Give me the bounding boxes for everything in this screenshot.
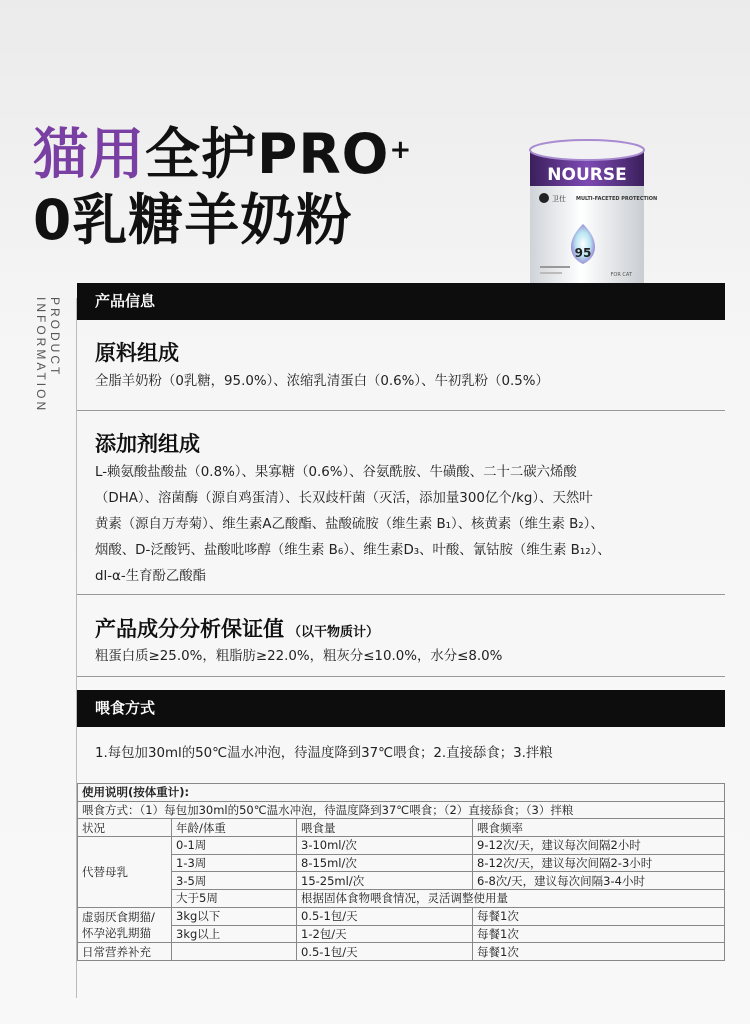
table-cell: 3-5周 [172, 872, 297, 890]
condition-line: 怀孕泌乳期猫 [82, 926, 151, 940]
table-cell-condition [78, 907, 172, 942]
table-cell: 3kg以上 [172, 925, 297, 943]
table-header-row [78, 819, 725, 837]
raw-materials-heading: 原料组成 [95, 341, 179, 365]
table-row [78, 925, 725, 943]
table-cell: 8-15ml/次 [297, 854, 473, 872]
table-cell: 3kg以下 [172, 907, 297, 925]
feeding-method-text: 1.每包加30ml的50℃温水冲泡，待温度降到37℃喂食；2.直接舔食；3.拌粮 [95, 746, 553, 761]
raw-materials-text: 全脂羊奶粉（0乳糖，95.0%）、浓缩乳清蛋白（0.6%）、牛初乳粉（0.5%） [95, 374, 549, 389]
table-header: 状况 [78, 819, 172, 837]
table-row [78, 907, 725, 925]
analysis-note: （以干物质计） [288, 625, 380, 640]
can-for-cat: FOR CAT [610, 272, 632, 278]
table-cell: 1-3周 [172, 854, 297, 872]
table-row [78, 801, 725, 819]
analysis-text: 粗蛋白质≥25.0%，粗脂肪≥22.0%，粗灰分≤10.0%，水分≤8.0% [95, 649, 503, 664]
additives-heading: 添加剂组成 [95, 432, 200, 456]
additives-line: L-赖氨酸盐酸盐（0.8%）、果寡糖（0.6%）、谷氨酰胺、牛磺酸、二十二碳六烯酸 [95, 465, 577, 480]
table-cell: 大于5周 [172, 890, 297, 908]
can-brand-text: NOURSE [547, 165, 627, 185]
can-sublabel: MULTI-FACETED PROTECTION [576, 196, 658, 202]
table-row [78, 872, 725, 890]
table-row [78, 837, 725, 855]
product-can-image [528, 138, 658, 304]
table-cell: 8-12次/天，建议每次间隔2-3小时 [473, 854, 725, 872]
table-cell: 0-1周 [172, 837, 297, 855]
table-cell: 每餐1次 [473, 925, 725, 943]
table-header: 年龄/体重 [172, 819, 297, 837]
title-main: 全护PRO [145, 122, 390, 186]
product-info-bar: 产品信息 [77, 283, 725, 320]
table-cell-condition: 日常营养补充 [78, 943, 172, 961]
condition-line: 虚弱厌食期猫/ [82, 910, 155, 924]
table-cell: 每餐1次 [473, 907, 725, 925]
table-row [78, 854, 725, 872]
table-cell: 0.5-1包/天 [297, 907, 473, 925]
additives-line: dl-α-生育酚乙酸酯 [95, 569, 207, 584]
table-cell: 每餐1次 [473, 943, 725, 961]
additives-line: （DHA）、溶菌酶（源自鸡蛋清）、长双歧杆菌（灭活，添加量300亿个/kg）、天然叶 [95, 491, 593, 506]
table-caption: 使用说明(按体重计): [78, 784, 725, 802]
table-header: 喂食频率 [473, 819, 725, 837]
section-divider [77, 594, 725, 595]
section-divider [77, 676, 725, 677]
table-cell: 6-8次/天，建议每次间隔3-4小时 [473, 872, 725, 890]
title-accent: 猫用 [33, 122, 146, 186]
table-cell: 1-2包/天 [297, 925, 473, 943]
analysis-heading-text: 产品成分分析保证值 [95, 617, 284, 641]
table-cell: 15-25ml/次 [297, 872, 473, 890]
side-label-product-information: PRODUCT INFORMATION [34, 297, 62, 414]
additives-line: 烟酸、D-泛酸钙、盐酸吡哆醇（维生素 B₆）、维生素D₃、叶酸、氰钴胺（维生素 B₁₂）、 [95, 543, 611, 558]
section-divider [77, 410, 725, 411]
table-cell: 9-12次/天，建议每次间隔2小时 [473, 837, 725, 855]
table-header: 喂食量 [297, 819, 473, 837]
title-plus: + [389, 135, 413, 165]
feeding-method-bar: 喂食方式 [77, 690, 725, 727]
table-cell: 0.5-1包/天 [297, 943, 473, 961]
table-cell [172, 943, 297, 961]
table-row [78, 943, 725, 961]
page-title-line1 [33, 122, 412, 186]
additives-line: 黄素（源自万寿菊）、维生素A乙酸酯、盐酸硫胺（维生素 B₁）、核黄素（维生素 B₂）、 [95, 517, 604, 532]
can-badge: 95 [574, 246, 592, 260]
analysis-heading [95, 613, 379, 643]
additives-text [95, 460, 710, 590]
table-cell: 3-10ml/次 [297, 837, 473, 855]
table-method: 喂食方式：（1）每包加30ml的50℃温水冲泡，待温度降到37℃喂食；（2）直接舔食；（3）拌粮 [78, 801, 725, 819]
table-cell: 根据固体食物喂食情况，灵活调整使用量 [297, 890, 725, 908]
table-cell-condition: 代替母乳 [78, 837, 172, 908]
page-title-line2: 0乳糖羊奶粉 [33, 188, 353, 252]
table-row [78, 784, 725, 802]
can-logo-text: 卫仕 [552, 195, 566, 203]
usage-table [77, 783, 725, 961]
table-row [78, 890, 725, 908]
